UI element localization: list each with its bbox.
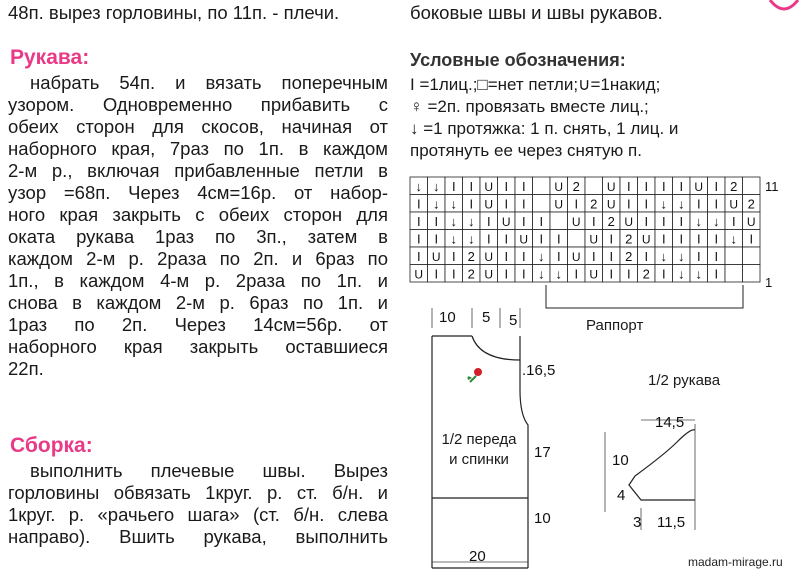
chart-symbol: I xyxy=(696,248,701,264)
chart-cell xyxy=(725,265,743,283)
sleeve-line: каждом 2-м р. 2раза по 2п. и 6раз по xyxy=(8,248,388,269)
chart-symbol: I xyxy=(679,231,684,247)
chart-cell xyxy=(568,230,586,248)
chart-symbol: I xyxy=(609,248,614,264)
sleeve-text xyxy=(8,72,388,380)
chart-symbol: I xyxy=(626,266,631,282)
chart-symbol: U xyxy=(484,249,494,264)
chart-symbol: ↓ xyxy=(678,266,685,282)
chart-symbol: I xyxy=(591,213,596,229)
chart-symbol: U xyxy=(729,197,739,212)
chart-cell xyxy=(743,247,761,265)
chart-cell xyxy=(585,177,603,195)
chart-symbol: I xyxy=(714,231,719,247)
chart-symbol: U xyxy=(624,214,634,229)
right-top-line: боковые швы и швы рукавов. xyxy=(410,2,663,23)
sleeve-line: ного края закрыть с обеих сторон для xyxy=(8,204,388,225)
chart-grid xyxy=(410,177,760,282)
chart-symbol: I xyxy=(696,196,701,212)
legend-text xyxy=(410,74,790,162)
chart-symbol: U xyxy=(554,179,564,194)
chart-symbol: 2 xyxy=(572,178,580,194)
chart-symbol: I xyxy=(504,231,509,247)
chart-symbol: I xyxy=(714,248,719,264)
corner-decoration xyxy=(768,0,800,14)
chart-symbol: ↓ xyxy=(538,266,545,282)
chart-symbol: I xyxy=(434,213,439,229)
chart-cell xyxy=(550,212,568,230)
chart-symbol: U xyxy=(694,179,704,194)
chart-symbol: I xyxy=(591,248,596,264)
chart-symbol: ↓ xyxy=(450,213,457,229)
sleeve-line: узором. Одновременно прибавить с xyxy=(8,94,388,115)
chart-symbol: ↓ xyxy=(555,266,562,282)
chart-symbol: I xyxy=(574,266,579,282)
chart-symbol: ↓ xyxy=(538,248,545,264)
chart-symbol: I xyxy=(416,248,421,264)
legend-line: ♀ =2п. провязать вместе лиц.; xyxy=(410,97,649,116)
chart-symbol: I xyxy=(626,196,631,212)
body-label xyxy=(434,430,524,470)
chart-symbol: I xyxy=(679,213,684,229)
chart-symbol: I xyxy=(504,196,509,212)
chart-symbol: I xyxy=(661,266,666,282)
chart-symbol: I xyxy=(661,231,666,247)
chart-symbol: I xyxy=(556,248,561,264)
chart-symbol: 2 xyxy=(625,231,633,247)
chart-symbol: I xyxy=(486,213,491,229)
chart-symbol: ↓ xyxy=(468,213,475,229)
chart-symbol: ↓ xyxy=(660,196,667,212)
chart-symbol: U xyxy=(484,197,494,212)
chart-symbol: U xyxy=(589,267,599,282)
sleeve-dim-2: 10 xyxy=(612,452,629,469)
chart-symbol: 2 xyxy=(747,196,755,212)
chart-symbol: U xyxy=(641,232,651,247)
body-dim-bottom: 20 xyxy=(469,548,486,565)
chart-symbol: 2 xyxy=(607,213,615,229)
chart-symbol: U xyxy=(484,179,494,194)
chart-symbol: I xyxy=(486,231,491,247)
chart-symbol: I xyxy=(661,178,666,194)
sleeve-line: снова в каждом 2-м р. 6раз по 1п. и xyxy=(8,292,388,313)
watermark: madam-mirage.ru xyxy=(688,555,783,569)
sleeve-line: обеих сторон для скосов, начиная от xyxy=(8,116,388,137)
chart-symbol: I xyxy=(539,231,544,247)
chart-symbol: I xyxy=(679,178,684,194)
chart-symbol: I xyxy=(521,248,526,264)
body-dim-top-3: 5 xyxy=(509,312,518,329)
assembly-line: 1круг. р. «рачьего шага» (ст. б/н. слева xyxy=(8,504,388,525)
chart-symbol: U xyxy=(606,197,616,212)
chart-symbol: ↓ xyxy=(433,196,440,212)
chart-symbol: ↓ xyxy=(678,248,685,264)
chart-symbol: I xyxy=(469,178,474,194)
sleeve-dim-3: 4 xyxy=(617,487,626,504)
sleeve-line: 2-м р., включая прибавленные петли в xyxy=(8,160,388,181)
chart-symbol: U xyxy=(414,267,424,282)
assembly-line: направо). Вшить рукава, выполнить xyxy=(8,526,388,547)
chart-symbol: I xyxy=(504,178,509,194)
chart-cell xyxy=(533,195,551,213)
sleeve-line: 22п. xyxy=(8,358,44,379)
chart-symbol: ↓ xyxy=(450,231,457,247)
chart-symbol: I xyxy=(696,231,701,247)
legend-line: I =1лиц.;□=нет петли;∪=1накид; xyxy=(410,75,661,94)
sleeve-line: узор =68п. Через 4см=16р. от набор- xyxy=(8,182,388,203)
sleeve-schematic xyxy=(595,400,795,540)
chart-symbol: I xyxy=(539,213,544,229)
chart-symbol: I xyxy=(434,231,439,247)
chart-symbol: I xyxy=(609,266,614,282)
chart-symbol: I xyxy=(504,248,509,264)
chart-symbol: I xyxy=(451,178,456,194)
sleeve-cap-curve xyxy=(635,430,695,476)
chart-symbol: U xyxy=(484,267,494,282)
chart-row-label-bottom: 1 xyxy=(765,275,773,290)
assembly-line: горловины обвязать 1круг. р. ст. б/н. и xyxy=(8,482,388,503)
left-top-line: 48п. вырез горловины, по 11п. - плечи. xyxy=(8,2,340,23)
chart-symbol: 2 xyxy=(590,196,598,212)
chart-symbol: 2 xyxy=(730,178,738,194)
chart-symbol: ↓ xyxy=(660,248,667,264)
body-neck-curve xyxy=(472,336,520,360)
chart-symbol: ↓ xyxy=(450,196,457,212)
chart-symbol: U xyxy=(501,214,511,229)
chart-symbol: I xyxy=(714,196,719,212)
chart-cell xyxy=(743,177,761,195)
rapport-label: Раппорт xyxy=(586,317,644,334)
chart-symbol: U xyxy=(606,179,616,194)
legend-line: ↓ =1 протяжка: 1 п. снять, 1 лиц. и xyxy=(410,119,679,138)
chart-symbol: 2 xyxy=(467,248,475,264)
sleeve-dim-5: 11,5 xyxy=(657,514,686,531)
chart-symbol: I xyxy=(714,266,719,282)
chart-symbol: U xyxy=(589,232,599,247)
body-dim-top-2: 5 xyxy=(482,309,491,326)
chart-symbol: ↓ xyxy=(415,178,422,194)
chart-row-label-top: 11 xyxy=(765,179,779,194)
chart-symbol: I xyxy=(644,196,649,212)
sleeve-line: 1раз по 2п. Через 14см=56р. от xyxy=(8,314,388,335)
chart-symbol: I xyxy=(714,178,719,194)
chart-symbol: I xyxy=(749,231,754,247)
body-label-line1: 1/2 переда xyxy=(441,431,517,448)
chart-symbol: ↓ xyxy=(730,231,737,247)
chart-symbol: I xyxy=(451,248,456,264)
assembly-line: выполнить плечевые швы. Вырез xyxy=(30,460,388,481)
chart-symbol: I xyxy=(731,213,736,229)
chart-symbol: ↓ xyxy=(713,213,720,229)
chart-symbol: I xyxy=(609,231,614,247)
rose-ornament xyxy=(468,368,483,382)
chart-cell xyxy=(725,247,743,265)
chart-symbol: I xyxy=(504,266,509,282)
sleeve-line: наборного края, 7раз по 1п. в каждом xyxy=(8,138,388,159)
sleeve-line: наборного края закрыть оставшиеся xyxy=(8,336,388,357)
chart-symbol: ↓ xyxy=(695,266,702,282)
chart-symbol: U xyxy=(571,214,581,229)
assembly-heading: Сборка: xyxy=(10,434,93,457)
chart-symbol: U xyxy=(519,232,529,247)
body-dim-right-1: .16,5 xyxy=(522,362,556,379)
chart-symbol: I xyxy=(644,248,649,264)
chart-symbol: ↓ xyxy=(468,231,475,247)
chart-cell xyxy=(743,265,761,283)
chart-cell xyxy=(533,177,551,195)
assembly-text xyxy=(8,460,388,548)
chart-symbol: I xyxy=(416,196,421,212)
sleeve-line: оката рукава 1раз по 3п., затем в xyxy=(8,226,388,247)
chart-symbol: I xyxy=(521,213,526,229)
chart-symbol: I xyxy=(626,178,631,194)
body-dim-top-1: 10 xyxy=(439,309,456,326)
chart-symbol: I xyxy=(556,231,561,247)
chart-symbol: I xyxy=(434,266,439,282)
chart-symbol: I xyxy=(521,266,526,282)
chart-symbol: I xyxy=(469,196,474,212)
chart-symbol: I xyxy=(451,266,456,282)
chart-symbol: U xyxy=(431,249,441,264)
chart-symbol: ↓ xyxy=(433,178,440,194)
chart-symbol: I xyxy=(521,196,526,212)
legend-line: протянуть ее через снятую п. xyxy=(410,141,642,160)
sleeve-dim-1: 14,5 xyxy=(655,414,685,431)
legend-heading: Условные обозначения: xyxy=(410,50,626,70)
chart-symbol: I xyxy=(644,213,649,229)
body-dim-right-3: 10 xyxy=(534,510,551,527)
body-label-line2: и спинки xyxy=(449,451,509,468)
sleeve-bottom xyxy=(629,476,695,500)
chart-symbol: U xyxy=(746,214,756,229)
body-dim-right-2: 17 xyxy=(534,444,551,461)
chart-symbol: I xyxy=(661,213,666,229)
chart-symbol: I xyxy=(416,213,421,229)
chart-symbol: U xyxy=(554,197,564,212)
chart-symbol: U xyxy=(571,249,581,264)
chart-symbol: 2 xyxy=(625,248,633,264)
chart-symbol: ↓ xyxy=(678,196,685,212)
sleeve-line: набрать 54п. и вязать поперечным xyxy=(30,72,388,93)
chart-symbol: I xyxy=(644,178,649,194)
chart-symbol: 2 xyxy=(467,266,475,282)
chart-symbol: ↓ xyxy=(695,213,702,229)
chart-symbol: I xyxy=(521,178,526,194)
sleeve-heading: Рукава: xyxy=(10,46,90,69)
sleeve-dim-4: 3 xyxy=(633,514,642,531)
sleeve-title: 1/2 рукава xyxy=(648,372,721,389)
chart-symbol: I xyxy=(574,196,579,212)
sleeve-line: 1п., в каждом 4-м р. 2раза по 1п. и xyxy=(8,270,388,291)
chart-symbol: I xyxy=(416,231,421,247)
chart-symbol: 2 xyxy=(642,266,650,282)
